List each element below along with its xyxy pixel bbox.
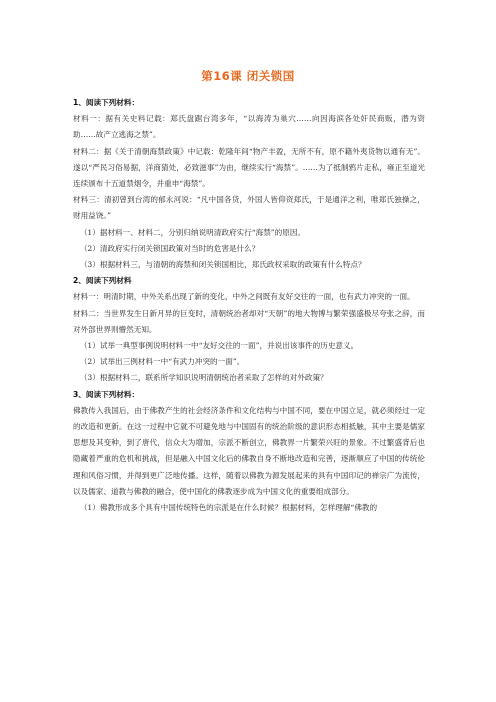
document-body [73, 95, 425, 516]
section-2-heading: 2、阅读下列材料 [73, 276, 132, 286]
section-1-question-1: （1）据材料一、材料二，分别归纳说明清政府实行“海禁”的原因。 [79, 227, 306, 237]
section-1-material-3: 材料三：清初曾到台湾的郁永河说：“凡中国各货，外国人皆仰资郑氏，于是通洋之利，唯郑氏独操之，财用益饶。” [73, 195, 425, 221]
section-3-passage: 佛教传入我国后，由于佛教产生的社会经济条件和文化结构与中国不同，要在中国立足，就必须经过一定的改造和更新。在这一过程中它就不可避免地与中国固有的统治阶级的意识形态相抵触，其中主要是儒家思想及其变种，到了唐代，信众大为增加，宗派不断创立，佛教界一片繁荣兴旺的景象。不过繁盛背后也隐藏着严重的危机和挑战，但是融入中国文化后的佛教自身不断地改造和完善，逐渐顺应了中国的传统伦理和风俗习惯，并得到更广泛地传播。这样，随着以佛教为源发展起来的具有中国印记的禅宗广为流传，以及儒家、道教与佛教的融合，使中国化的佛教逐步成为中国文化的重要组成部分。 [73, 405, 425, 496]
section-2-material-2: 材料二：当世界发生日新月异的巨变时，清朝统治者却对“天朝”的地大物博与繁荣强盛极尽夸张之辞，而对外部世界则懵然无知。 [73, 308, 425, 334]
lesson-title: 第16课 闭关锁国 [201, 69, 295, 83]
section-2-question-3: （3）根据材料二，联系所学知识说明清朝统治者采取了怎样的对外政策？ [79, 373, 328, 383]
section-1-material-2: 材料二：据《关于清朝海禁政策》中记载：乾隆年间“物产丰盈，无所不有，原不籍外夷货物以通有无”。遂以“严民习俗易据，洋商猜处，必致滋事”为由，继续实行“海禁”。……为了抵制鸦片走私，雍正至道光连续颁布十五道禁烟令，并重申“海禁”。 [73, 146, 425, 189]
section-2-question-1: （1）试举一典型事例说明材料一中“友好交往的一面”，并说出该事件的历史意义。 [79, 341, 359, 351]
section-2-question-2: （2）试举出三例材料一中“有武力冲突的一面”。 [79, 357, 245, 367]
section-1-question-3: （3）根据材料三，与清朝的海禁和闭关锁国相比，郑氏政权采取的政策有什么特点？ [79, 260, 366, 270]
section-2-material-1: 材料一：明清时期，中外关系出现了新的变化，中外之间既有友好交往的一面，也有武力冲突的一面。 [73, 292, 415, 302]
section-1-material-1: 材料一：据有关史料记载：郑氏盘踞台湾多年，“以海涛为巢穴……向因海滨各处奸民商贩，潜为资助……故产立逃海之禁”。 [73, 114, 425, 140]
section-1-question-2: （2）清政府实行闭关锁国政策对当时的危害是什么？ [79, 243, 260, 253]
section-1-heading: 1、阅读下列材料： [73, 98, 140, 107]
section-3-question-1: （1）佛教形成多个具有中国传统特色的宗派是在什么时候？根据材料，怎样理解“佛教的 [79, 503, 378, 513]
section-3-heading: 3、阅读下列材料： [73, 389, 140, 399]
